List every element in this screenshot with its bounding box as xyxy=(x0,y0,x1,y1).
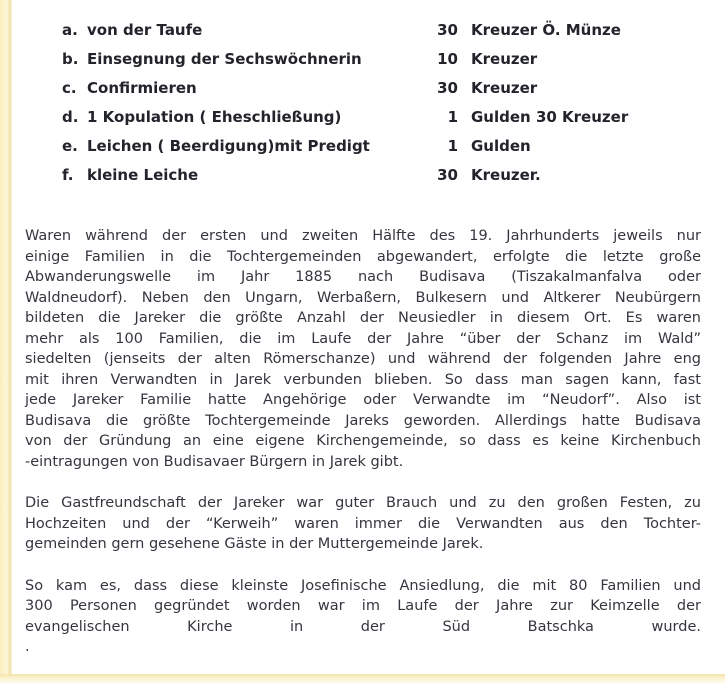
item-letter: e. xyxy=(62,137,78,155)
paragraph-line: So kam es, dass diese kleinste Josefinische Ansiedlung, die mit 80 Familien und xyxy=(25,577,701,594)
page-content xyxy=(12,0,725,674)
item-value xyxy=(412,167,541,183)
fee-list-item xyxy=(62,80,725,109)
item-letter: a. xyxy=(62,21,78,39)
paragraph-line: mit ihren Verwandten in Jarek verbunden blieben. So dass man sagen kann, fast xyxy=(25,371,701,388)
paragraph xyxy=(25,576,701,658)
item-amount: 1 xyxy=(447,137,458,155)
item-value xyxy=(412,22,621,38)
item-label: Leichen ( Beerdigung)mit Predigt xyxy=(87,137,370,155)
paragraph-line: -eintragungen von Budisavaer Bürgern in Jarek gibt. xyxy=(25,453,404,470)
paragraph-line: Hochzeiten und der “Kerweih” waren immer die Verwandten aus den Tochter- xyxy=(25,515,701,532)
item-value xyxy=(412,80,537,96)
item-amount: 30 xyxy=(437,79,458,97)
item-label: 1 Kopulation ( Eheschließung) xyxy=(87,108,342,126)
paragraph-line: 300 Personen gegründet worden war im Laufe der Jahre zur Keimzelle der xyxy=(25,598,701,614)
item-unit: Kreuzer xyxy=(471,79,538,97)
fee-list-item xyxy=(62,167,725,196)
paragraph-line: . xyxy=(25,639,30,655)
item-unit: Gulden xyxy=(471,137,531,155)
item-value xyxy=(412,109,628,125)
paragraph-line: einige Familien in die Tochtergemeinden abgewandert, erfolgte die letzte große xyxy=(25,248,701,265)
item-letter: d. xyxy=(62,108,79,126)
paragraph xyxy=(25,226,701,472)
item-letter: b. xyxy=(62,50,79,68)
paragraph-line: gemeinden gern gesehene Gäste in der Muttergemeinde Jarek. xyxy=(25,536,484,552)
item-label: von der Taufe xyxy=(87,21,203,39)
paragraph-line: Die Gastfreundschaft der Jareker war guter Brauch und zu den großen Festen, zu xyxy=(25,495,701,511)
item-value xyxy=(412,138,531,154)
paragraph-line: Waldneudorf). Neben den Ungarn, Werbaßern, Bulkesern und Altkerer Neubürgern xyxy=(25,289,701,306)
paragraph-line: Abwanderungswelle im Jahr 1885 nach Budisava (Tiszakalmanfalva oder xyxy=(25,269,701,285)
item-label: Einsegnung der Sechswöchnerin xyxy=(87,50,362,68)
item-letter: f. xyxy=(62,166,74,184)
paragraph-line: Waren während der ersten und zweiten Hälfte des 19. Jahrhunderts jeweils nur xyxy=(25,228,701,244)
body-paragraphs xyxy=(25,226,701,679)
item-amount: 30 xyxy=(437,21,458,39)
item-value xyxy=(412,51,537,67)
paragraph-line: siedelten (jenseits der alten Römerschanze) und während der folgenden Jahre eng xyxy=(25,351,701,367)
page-left-border xyxy=(0,0,12,684)
paragraph-line: jede Jareker Familie hatte Angehörige oder Verwandte im “Neudorf”. Also ist xyxy=(25,392,701,408)
paragraph-line: bildeten die Jareker die größte Anzahl der Neusiedler in diesem Ort. Es waren xyxy=(25,310,701,326)
fee-list-item xyxy=(62,109,725,138)
item-amount: 30 xyxy=(437,166,458,184)
paragraph-line: evangelischen Kirche in der Süd Batschka wurde. xyxy=(25,618,701,635)
paragraph-line: Budisava die größte Tochtergemeinde Jareks geworden. Allerdings hatte Budisava xyxy=(25,412,701,429)
fee-list-item xyxy=(62,138,725,167)
fee-list-item xyxy=(62,51,725,80)
item-letter: c. xyxy=(62,79,77,97)
item-unit: Kreuzer. xyxy=(471,166,541,184)
item-unit: Kreuzer xyxy=(471,50,538,68)
item-amount: 1 xyxy=(447,108,458,126)
paragraph xyxy=(25,493,701,555)
item-unit: Kreuzer Ö. Münze xyxy=(471,21,621,39)
fee-list xyxy=(62,22,725,196)
paragraph-line: von der Gründung an eine eigene Kirchengemeinde, so dass es keine Kirchenbuch xyxy=(25,433,701,449)
item-amount: 10 xyxy=(437,50,458,68)
item-unit: Gulden 30 Kreuzer xyxy=(471,108,629,126)
paragraph-line: mehr als 100 Familien, die im Laufe der Jahre “über der Schanz im Wald” xyxy=(25,330,701,347)
fee-list-item xyxy=(62,22,725,51)
item-label: Confirmieren xyxy=(87,79,197,97)
item-label: kleine Leiche xyxy=(87,166,199,184)
